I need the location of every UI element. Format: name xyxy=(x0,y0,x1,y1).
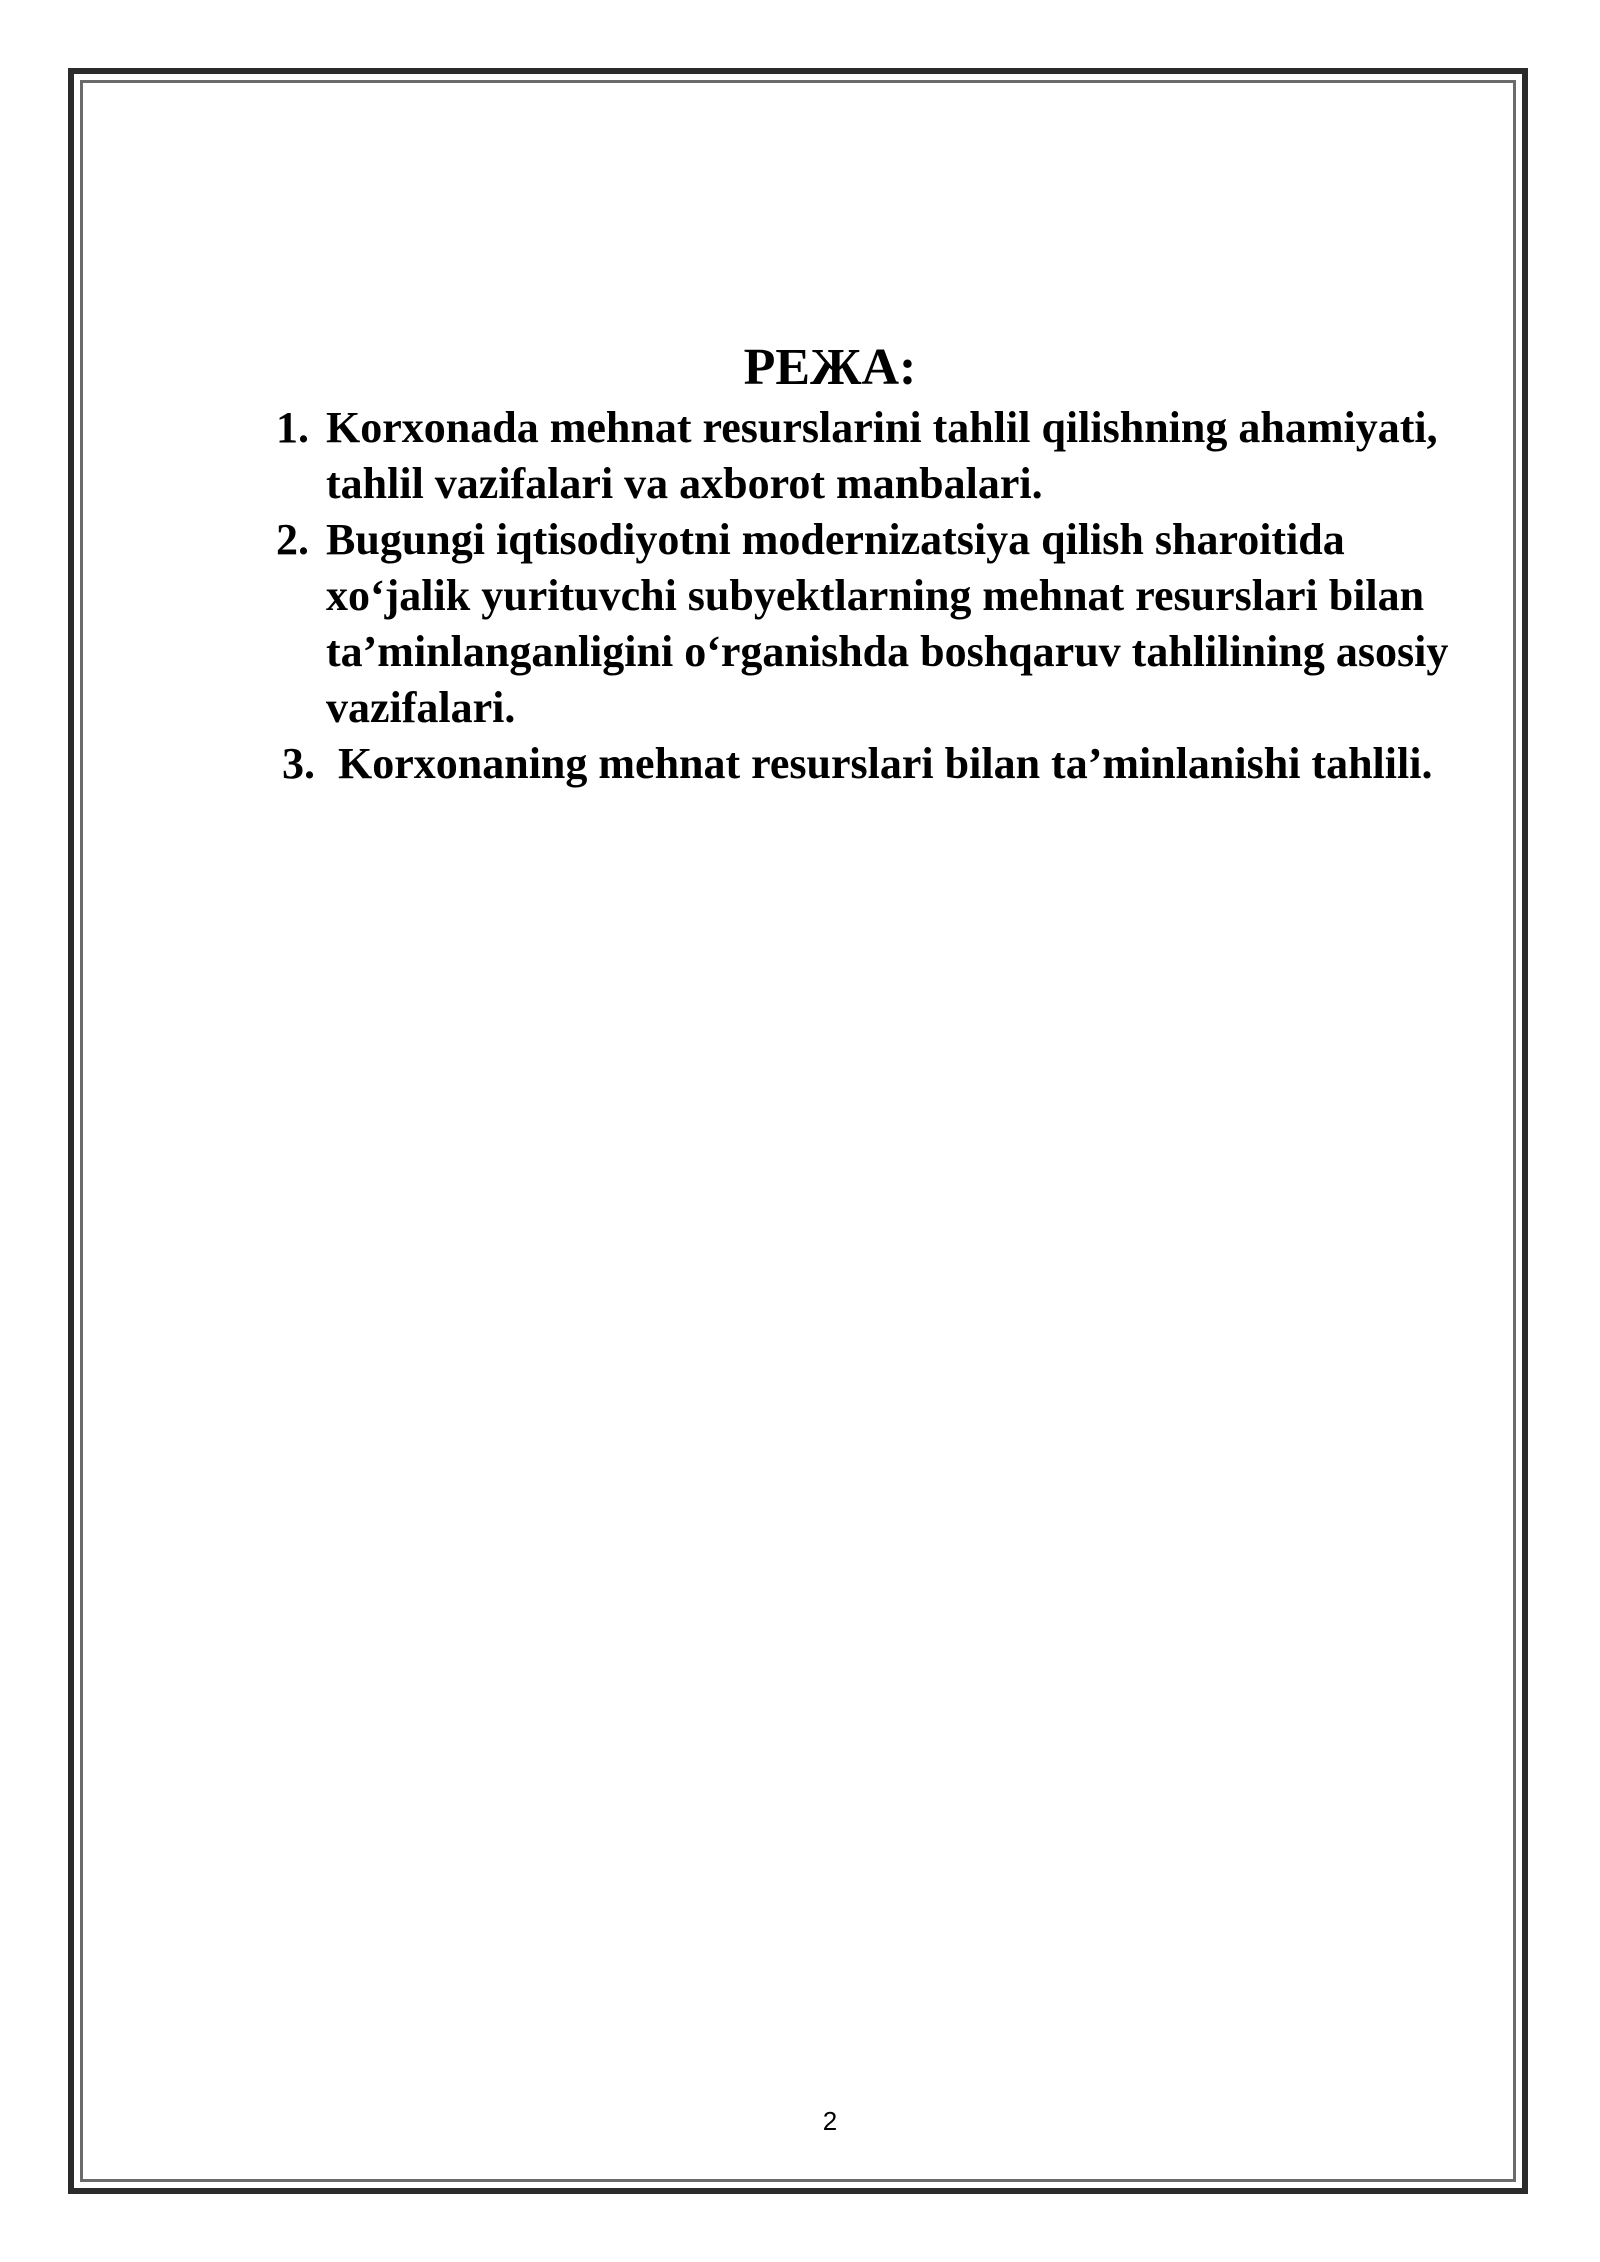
list-item xyxy=(276,512,1491,736)
list-item xyxy=(276,400,1491,512)
page-title: РЕЖА: xyxy=(743,339,917,396)
list-item-number: 1. xyxy=(276,403,309,452)
plan-list xyxy=(276,400,1491,792)
list-item-number: 3. xyxy=(282,739,315,788)
list-item-number: 2. xyxy=(276,515,309,564)
list-item xyxy=(282,736,1491,792)
list-item-text: Bugungi iqtisodiyotni modernizatsiya qilish sharoitida xo‘jalik yurituvchi subyektlarning mehnat resurslari bilan ta’minlanganligini o‘rganishda boshqaruv tahlilining asosiy vazifalari. xyxy=(326,515,1449,732)
page-number: 2 xyxy=(822,2106,838,2136)
list-item-text: Korxonaning mehnat resurslari bilan ta’minlanishi tahlili. xyxy=(338,739,1433,788)
list-item-text: Korxonada mehnat resurslarini tahlil qilishning ahamiyati, tahlil vazifalari va axborot manbalari. xyxy=(326,403,1438,508)
